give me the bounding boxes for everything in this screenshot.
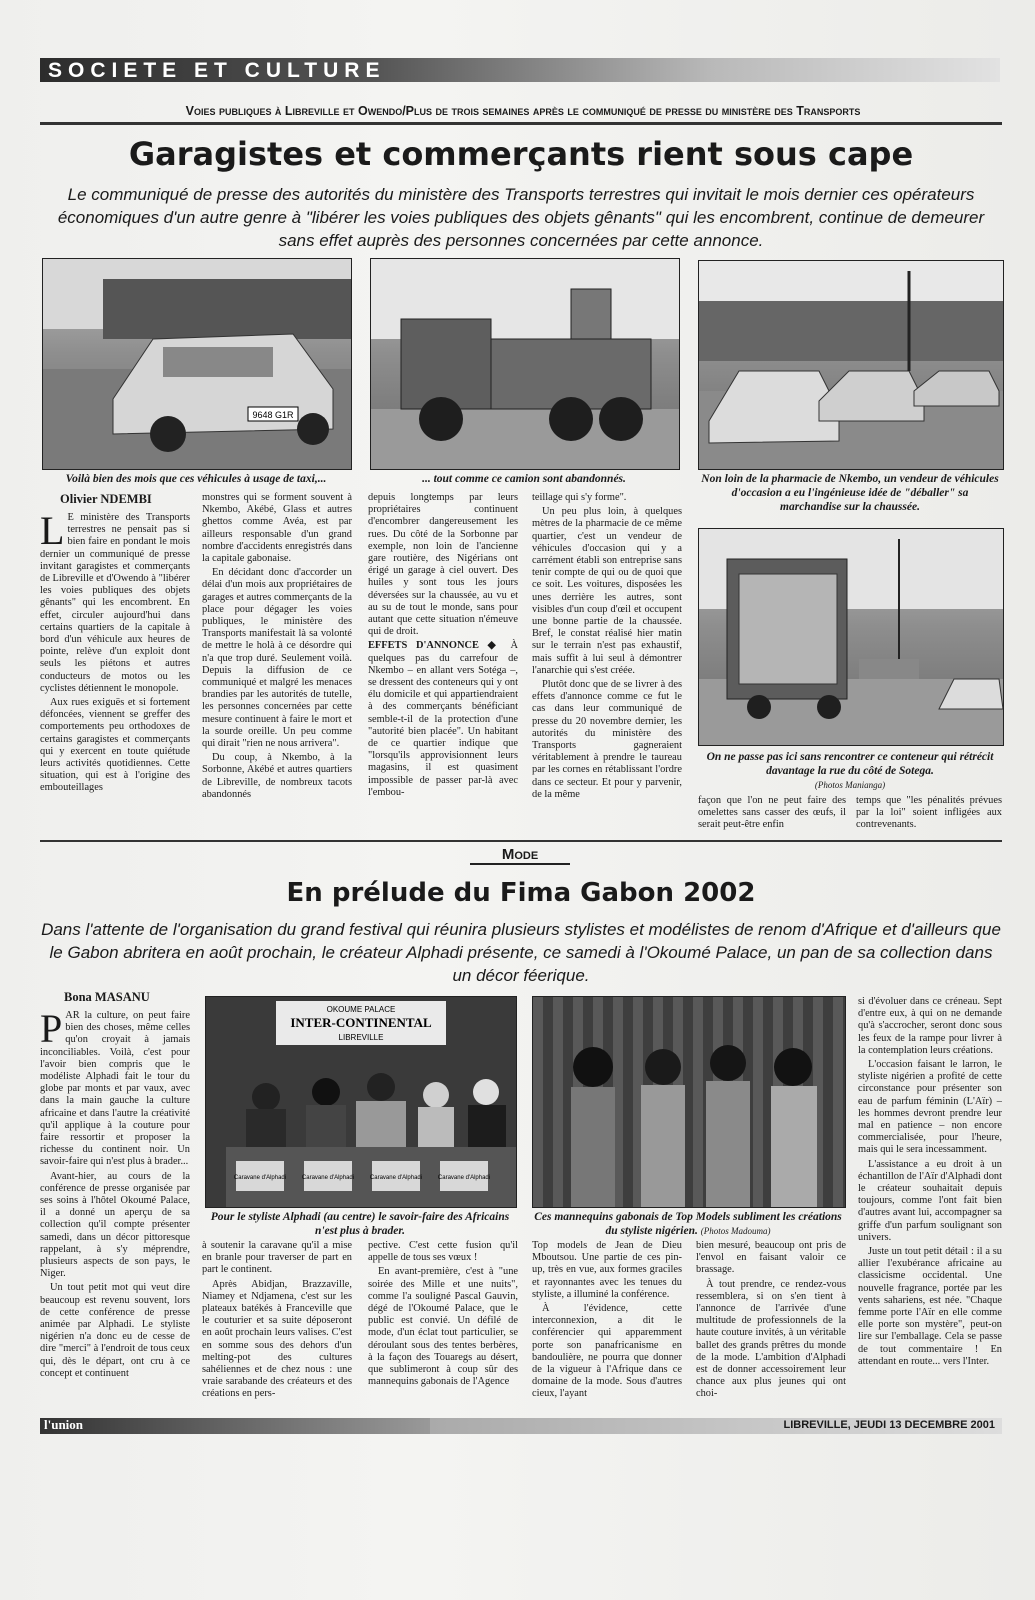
article1-column-6 — [856, 795, 1002, 835]
paragraph: L'assistance a eu droit à un échantillon de l'Aïr d'Alphadi dont le créateur souhaitait depuis toujours, comme l'ont fait bien d'autres avant lui, accompagner sa griffe d'un parfum soulignant son univers. — [858, 1158, 1002, 1243]
paragraph: Un tout petit mot qui veut dire beaucoup est revenu souvent, lors de cette conférence de presse animée par Alphadi. Le styliste nigérien n'a donc eu de cesse de dire "merci" à l'endroit de tous ceux qui, dès le départ, ont cru à ce concept et continuent — [40, 1282, 190, 1379]
paragraph: Un peu plus loin, à quelques mètres de la pharmacie de ce même quartier, c'est un vendeur de véhicules d'occasion qui y a carrément établi son entreprise sans tenir compte de qui ou de quoi que ce soit. Les voitures, disposées les unes derrière les autres, sont visibles d'un coup d'œil et occupent une bonne partie de la chaussée. Bref, le constat réalisé hier matin sur le terrain n'est pas exhaustif, mais suffit à lui seul à démontrer l'anarchie qui s'est créée. — [532, 506, 682, 676]
issue-date: LIBREVILLE, JEUDI 13 DECEMBRE 2001 — [783, 1419, 995, 1431]
section-title: SOCIETE ET CULTURE — [48, 59, 386, 82]
caption-container: On ne passe pas ici sans rencontrer ce conteneur qui rétrécit davantage la rue du côté de Sotega. — [706, 751, 994, 777]
table-sign-1: Caravane d'Alphadi — [233, 1175, 287, 1181]
photo-used-cars-street — [698, 260, 1004, 470]
paragraph: Du coup, à Nkembo, à la Sorbonne, Akébé et autres quartiers de Libreville, de nombreux tacots abandonnés — [202, 752, 352, 800]
article2-column-5 — [696, 1240, 846, 1410]
paragraph: Top models de Jean de Dieu Mboutsou. Une partie de ces pin-up, très en vue, aux formes graciles et rayonnantes avec les tenues du styliste, a illuminé la conférence. — [532, 1240, 682, 1300]
article1-headline: Garagistes et commerçants rient sous cape — [128, 135, 914, 173]
photo-abandoned-taxis — [42, 258, 352, 470]
article2-deck: Dans l'attente de l'organisation du grand festival qui réunira plusieurs stylistes et modélistes de renom d'Afrique et d'ailleurs que le Gabon abritera en août prochain, le créateur Alphadi présente, ce samedi à l'Okoumé Palace, un pan de sa collection dans un décor féerique. — [41, 920, 1001, 985]
paragraph: Juste un tout petit détail : il a su allier l'exubérance africaine au classicisme occidental. Une nouvelle fragrance, portée par les vents sahariens, est née. "Chaque femme porte l'Aïr en elle comme elle porte son mystère", peut-on lire sur l'emballage. Cela se passe de tout commentaire ! En attendant en route... vers l'Inter. — [858, 1246, 1002, 1367]
paragraph: Plutôt donc que de se livrer à des effets d'annonce comme ce fut le cas dans leur communiqué de presse du 20 novembre dernier, les autorités du ministère des Transports gagneraient véritablement à prendre le taureau par les cornes en rétablissant l'ordre dans ce secteur. Et pour y parvenir, de la même — [532, 679, 682, 800]
paragraph: si d'évoluer dans ce créneau. Sept d'entre eux, à qui on ne demande qu'à s'accrocher, seront donc sous les feux de la rampe pour livrer à la contemplation leurs créations. — [858, 996, 1002, 1056]
article2-column-1 — [40, 1010, 190, 1410]
paragraph: À quelques pas du carrefour de Nkembo – en allant vers Sotéga –, se dressent des conteneurs qui y ont élu domicile et qui appartiendraient à des commerçants bénéficiant semble-t-il de la protection d'une "autorité bien placée". Un habitant de ce quartier indique que "lorsqu'ils approvisionnent leurs magasins, il est quasiment impossible de passer par-là avec l'embou- — [368, 640, 518, 798]
article2-dropcap: P — [40, 1010, 63, 1051]
paragraph: En décidant donc d'accorder un délai d'un mois aux propriétaires de garages et autres commerçants de la place pour dégager les voies publiques, le ministère des Transports manifestait là sa volonté de mettre le holà à ce désordre qui n'a que trop duré. Seulement voilà. Depuis la diffusion de ce communiqué et malgré les menaces brandies par les autorités de tutelle, les personnes concernées par cette mesure continuent à faire le mort et la sourde oreille. Un peu comme qui dirait "rien ne nous arrivera". — [202, 567, 352, 750]
article2-headline: En prélude du Fima Gabon 2002 — [286, 878, 756, 908]
paragraph: façon que l'on ne peut faire des omelettes sans casser des œufs, il serait peut-être enfin — [698, 795, 846, 831]
paragraph: En avant-première, c'est à "une soirée des Mille et une nuits", comme l'a souligné Pascal Gauvin, dégé de l'Okoumé Palace, que le public est convié. Un défilé de mode, d'un éclat tout particulier, se déroulant sous des tentes berbères, à la façon des Touaregs au désert, que sublimeront à coup sûr des mannequins gabonais de l'Agence — [368, 1266, 518, 1388]
article1-subhead: EFFETS D'ANNONCE ◆ — [368, 640, 502, 652]
article1-column-4 — [532, 492, 682, 832]
article1-kicker: Voies publiques à Libreville et Owendo/Plus de trois semaines après le communiqué de presse du ministère des Transports — [185, 104, 861, 118]
paragraph: Avant-hier, au cours de la conférence de presse organisée par ses soins à l'hôtel Okoumé Palace, il a donné un aperçu de sa collection qu'il compte présenter samedi, dans un décor pittoresque rappelant, à s'y méprendre, plusieurs aspects de son pays, le Niger. — [40, 1170, 190, 1280]
banner-line-1: OKOUME PALACE — [326, 1005, 396, 1014]
paragraph: E ministère des Transports terrestres ne pensait pas si bien faire en pondant le mois dernier un communiqué de presse invitant garagistes et commerçants de Libreville et d'Owendo à "libérer les voies publiques des objets gênants" qui les encombrent. En effet, circuler aujourd'hui dans certains quartiers de la capitale à bord d'un véhicule aux heures de pointe, relève d'un exploit dont seuls les piétons et autres conducteurs de motos ou les cyclistes détiennent le monopole. — [40, 512, 190, 694]
article1-column-5 — [698, 795, 846, 835]
paragraph: Après Abidjan, Brazzaville, Niamey et Ndjamena, c'est sur les plateaux batékés à Franceville que le couturier et sa suite déposeront en août prochain leurs valises. C'est en somme sous des dehors d'un melting-pot des cultures sahéliennes et de chez nous : une vraie sarabande des créateurs et des créations en pers- — [202, 1278, 352, 1400]
section-bar — [40, 58, 1000, 82]
paragraph: AR la culture, on peut faire bien des choses, même celles qu'on croyait à jamais inconciliables. Voilà, c'est pour l'avoir bien compris que le modéliste Alphadi fait le tour du globe par monts et par vaux, avec dans la main gauche la culture africaine et dans l'autre la créativité qu'il applique à la couture pour faire ressortir et proposer la richesse du continent noir. Un savoir-faire qui n'est plus à brader... — [40, 1010, 190, 1168]
paragraph: bien mesuré, beaucoup ont pris de l'envol en faisant valoir ce brassage. — [696, 1240, 846, 1276]
banner-line-2: INTER-CONTINENTAL — [290, 1015, 432, 1030]
paragraph: Aux rues exiguës et si fortement défoncées, viennent se greffer des comportements peu orthodoxes de certains garagistes et commerçants qui y exercent en toute quiétude leurs activités quotidiennes. Cette situation, qui est à l'origine des embouteillages — [40, 697, 190, 794]
article2-column-2 — [202, 1240, 352, 1410]
paragraph: À tout prendre, ce rendez-vous ressemblera, si on s'en tient à l'annonce de l'arrivée d'une multitude de professionnels de la haute couture invités, à un véritable ballet des grands prêtres du monde de la mode. L'ambition d'Alphadi est de donner accessoirement leur chance aux plus jeunes qui ont choi- — [696, 1278, 846, 1400]
caption-models-text: Ces mannequins gabonais de Top Models subliment les créations du styliste nigérien. — [534, 1211, 842, 1237]
paragraph: L'occasion faisant le larron, le styliste nigérien a profité de cette circonstance pour présenter son eau de parfum féminin (L'Aïr) – les hommes devront prendre leur mal en patience – non encore commercialisée, pour l'heure, mais qui le sera incessamment. — [858, 1059, 1002, 1156]
photo-credit-manianga: (Photos Manianga) — [814, 780, 886, 790]
licence-plate: 9648 G1R — [252, 410, 294, 420]
kicker-rule — [40, 122, 1002, 125]
paragraph: pective. C'est cette fusion qu'il appelle de tous ses vœux ! — [368, 1240, 518, 1264]
article1-column-3 — [368, 492, 518, 832]
article1-byline: Olivier NDEMBI — [60, 492, 152, 506]
caption-alphadi: Pour le styliste Alphadi (au centre) le savoir-faire des Africains n'est plus à brader. — [210, 1211, 510, 1237]
paragraph: monstres qui se forment souvent à Nkembo, Akébé, Glass et autres ghettos comme Avéa, est par ailleurs responsable d'un grand nombre d'accidents enregistrés dans la capitale gabonaise. — [202, 492, 352, 565]
article2-column-6 — [858, 996, 1002, 1410]
photo-credit-madouma: (Photos Madouma) — [700, 1226, 771, 1236]
caption-models — [532, 1210, 844, 1238]
article1-column-2 — [202, 492, 352, 832]
table-sign-3: Caravane d'Alphadi — [369, 1175, 423, 1181]
caption-taxis: Voilà bien des mois que ces véhicules à usage de taxi,... — [65, 473, 327, 485]
article1-deck: Le communiqué de presse des autorités du ministère des Transports terrestres qui invitait le mois dernier ces opérateurs économiques d'un autre genre à "libérer les voies publiques des objets gênants" qui les encombrent, continue de demeurer sans effet auprès des personnes concernées par cette annonce. — [57, 185, 985, 250]
section-mode-label: Mode — [470, 846, 570, 865]
article1-column-1 — [40, 512, 190, 832]
article2-byline: Bona MASANU — [64, 990, 150, 1004]
photo-models — [532, 996, 846, 1208]
paragraph: teillage qui s'y forme". — [532, 492, 627, 503]
banner-line-3: LIBREVILLE — [338, 1033, 384, 1042]
table-sign-4: Caravane d'Alphadi — [437, 1175, 491, 1181]
footer-bar-left — [40, 1418, 430, 1434]
newspaper-name: l'union — [44, 1417, 84, 1432]
paragraph: temps que "les pénalités prévues par la loi" soient infligées aux contrevenants. — [856, 795, 1002, 831]
paragraph: depuis longtemps par leurs propriétaires continuent d'encombrer dangereusement les rues. Du côté de la Sorbonne par exemple, non loin de l'ancienne gare routière, des Nigérians ont érigé un garage à ciel ouvert. Des huiles y sont tous les jours déversées sur la chaussée, au vu et au su de tout le monde, sans pour autant que cette situation n'émeuve qui de droit. — [368, 492, 518, 638]
table-sign-2: Caravane d'Alphadi — [301, 1175, 355, 1181]
paragraph: À l'évidence, cette interconnexion, a dit le conférencier qui apparemment porte son panafricanisme en bandoulière, ne pourra que donner de la vigueur à l'Afrique dans ce domaine de la mode. Sous d'autres cieux, l'ayant — [532, 1303, 682, 1400]
article2-column-3 — [368, 1240, 518, 1410]
paragraph: à soutenir la caravane qu'il a mise en branle pour traverser de part en part le continent. — [202, 1240, 352, 1276]
photo-container-street — [698, 528, 1004, 746]
photo-press-conference — [205, 996, 517, 1208]
article-separator — [40, 840, 1002, 842]
photo-abandoned-truck — [370, 258, 680, 470]
article2-column-4 — [532, 1240, 682, 1410]
article1-dropcap: L — [40, 512, 65, 553]
caption-truck: ... tout comme ce camion sont abandonnés. — [422, 473, 626, 485]
caption-used-cars: Non loin de la pharmacie de Nkembo, un vendeur de véhicules d'occasion a eu l'ingénieuse idée de "déballer" sa marchandise sur la chaussée. — [701, 473, 999, 513]
